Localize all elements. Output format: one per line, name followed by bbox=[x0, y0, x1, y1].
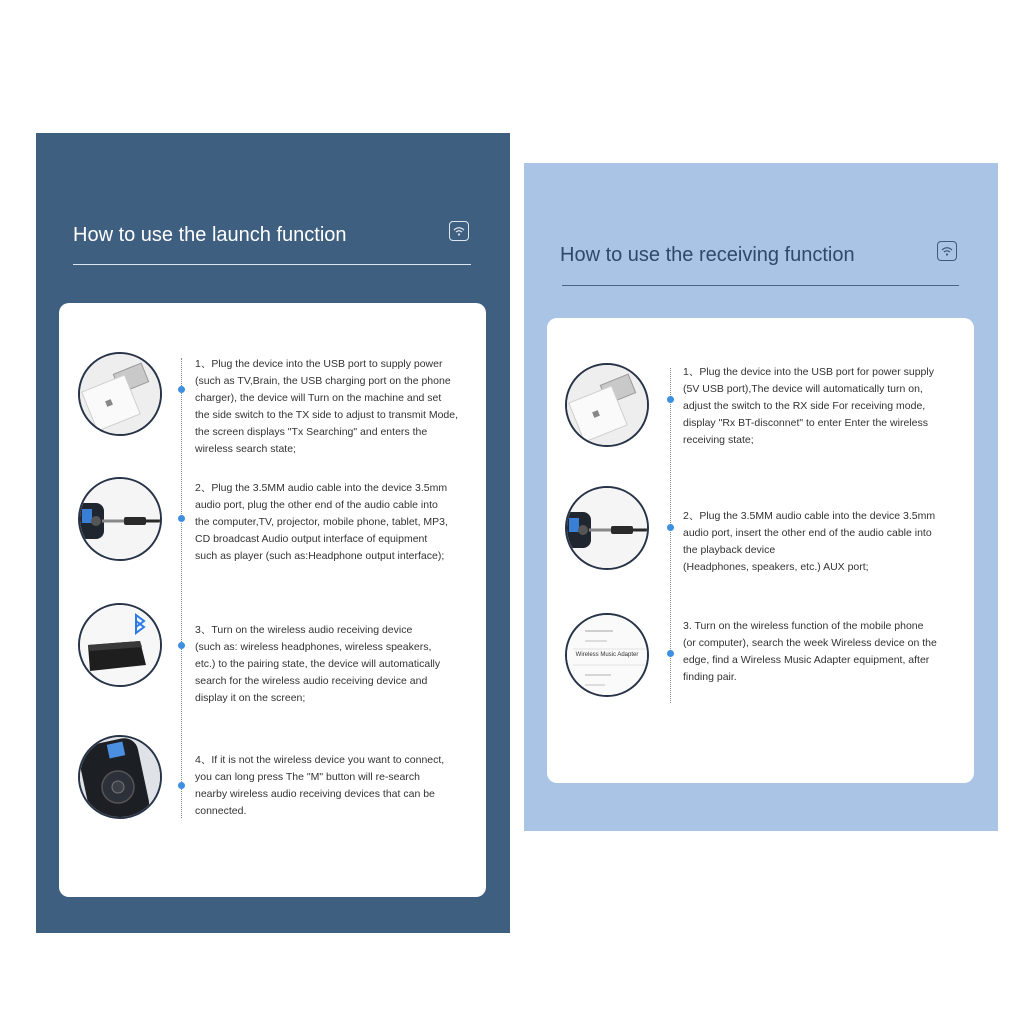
audio-jack-icon bbox=[565, 486, 649, 570]
launch-card bbox=[59, 303, 486, 897]
device-name-label: Wireless Music Adapter bbox=[575, 652, 639, 658]
title-divider bbox=[562, 285, 959, 286]
usb-adapter-icon bbox=[78, 352, 162, 436]
step-bullet bbox=[178, 782, 185, 789]
launch-panel bbox=[36, 133, 510, 933]
m-button-icon bbox=[78, 735, 162, 819]
launch-step-4-text: 4、If it is not the wireless device you want to connect, you can long press The "M" button will re-search nearby wireless audio receiving devices that can be connected. bbox=[195, 754, 445, 817]
step-bullet bbox=[178, 642, 185, 649]
step-bullet bbox=[667, 396, 674, 403]
launch-step-1-text: 1、Plug the device into the USB port to supply power (such as TV,Brain, the USB charging port on the phone charger), the device will Turn on the machine and set the side switch to the TX side to adjust to transmit Mode, the screen displays "Tx Searching" and enters the wireless search state; bbox=[195, 358, 459, 455]
usb-adapter-icon bbox=[565, 363, 649, 447]
launch-step-2-text: 2、Plug the 3.5MM audio cable into the device 3.5mm audio port, plug the other end of the audio cable into the computer,TV, projector, mobile phone, tablet, MP3, CD broadcast Audio output interface of equipment such as player (such as:Headphone output interface); bbox=[195, 482, 448, 562]
receive-card bbox=[547, 318, 974, 783]
launch-step-3-text: 3、Turn on the wireless audio receiving device (such as: wireless headphones, wireless speakers, etc.) to the pairing state, the device will automatically search for the wireless audio receiving device and display it on the screen; bbox=[195, 624, 441, 704]
step-bullet bbox=[667, 650, 674, 657]
wifi-icon bbox=[937, 241, 957, 261]
launch-title: How to use the launch function bbox=[73, 224, 347, 246]
receive-step-1-text: 1、Plug the device into the USB port for power supply (5V USB port),The device will automatically turn on, adjust the switch to the RX side For receiving mode, display "Rx BT-disconnet" to enter Enter the wireless receiving state; bbox=[683, 366, 934, 446]
bluetooth-speaker-icon bbox=[78, 603, 162, 687]
wifi-icon bbox=[449, 221, 469, 241]
receive-step-2-text: 2、Plug the 3.5MM audio cable into the device 3.5mm audio port, insert the other end of the audio cable into the playback device (Headphones, speakers, etc.) AUX port; bbox=[683, 510, 936, 573]
title-divider bbox=[73, 264, 471, 265]
receive-step-3-text: 3. Turn on the wireless function of the mobile phone (or computer), search the week Wireless device on the edge, find a Wireless Music Adapter equipment, after finding pair. bbox=[683, 620, 937, 683]
timeline-line bbox=[181, 358, 182, 818]
receive-title: How to use the receiving function bbox=[560, 244, 855, 266]
step-bullet bbox=[667, 524, 674, 531]
step-bullet bbox=[178, 386, 185, 393]
audio-jack-icon bbox=[78, 477, 162, 561]
step-bullet bbox=[178, 515, 185, 522]
device-list-icon bbox=[565, 613, 649, 697]
receive-panel bbox=[524, 163, 998, 831]
